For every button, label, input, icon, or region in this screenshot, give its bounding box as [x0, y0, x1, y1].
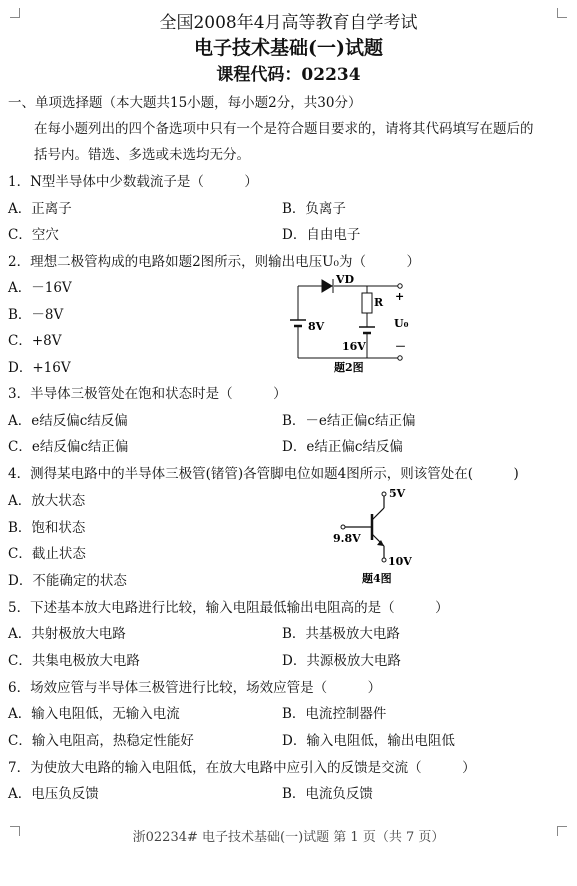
question-stem: 5．下述基本放大电路进行比较，输入电阻最低输出电阻高的是（ ）	[8, 600, 449, 616]
output-minus: －	[395, 340, 406, 353]
option-b: B．－e结正偏c结正偏	[282, 413, 416, 429]
option-a: A．放大状态	[8, 493, 86, 509]
option-c: C．截止状态	[8, 546, 86, 562]
option-d: D．自由电子	[282, 227, 361, 243]
option-a: A．e结反偏c结反偏	[8, 413, 128, 429]
option-b: B．共基极放大电路	[282, 626, 400, 642]
section-title: 一、单项选择题（本大题共15小题，每小题2分，共30分）	[8, 95, 362, 111]
battery-16v-label: 16V	[342, 340, 366, 353]
battery-8v-label: 8V	[308, 320, 325, 333]
option-d: D．不能确定的状态	[8, 573, 127, 589]
option-d: D．+16V	[8, 360, 71, 376]
figure-4-caption: 题4图	[362, 572, 392, 585]
option-a: A．电压负反馈	[8, 786, 99, 802]
option-c: C．e结反偏c结正偏	[8, 439, 129, 455]
diode-label: VD	[336, 273, 355, 286]
option-d: D．e结正偏c结反偏	[282, 439, 403, 455]
option-a: A．输入电阻低，无输入电流	[8, 706, 180, 722]
output-plus: +	[395, 290, 405, 303]
subject-title: 电子技术基础(一)试题	[194, 37, 383, 59]
option-b: B．电流控制器件	[282, 706, 387, 722]
course-code: 课程代码：02234	[216, 65, 361, 85]
option-a: A．－16V	[8, 280, 72, 296]
question-stem: 6．场效应管与半导体三极管进行比较，场效应管是（ ）	[8, 680, 382, 696]
instruction-line: 在每小题列出的四个备选项中只有一个是符合题目要求的，请将其代码填写在题后的	[34, 121, 534, 137]
emitter-voltage-label: 10V	[388, 555, 412, 568]
question-stem: 7．为使放大电路的输入电阻低，在放大电路中应引入的反馈是交流（ ）	[8, 760, 476, 776]
option-d: D．共源极放大电路	[282, 653, 401, 669]
base-voltage-label: 9.8V	[333, 532, 361, 545]
option-d: D．输入电阻低，输出电阻低	[282, 733, 455, 749]
question-stem: 2．理想二极管构成的电路如题2图所示，则输出电压U₀为（ ）	[8, 254, 420, 270]
output-voltage-label: U₀	[394, 317, 409, 330]
option-b: B．饱和状态	[8, 520, 86, 536]
option-c: C．共集电极放大电路	[8, 653, 140, 669]
option-b: B．电流负反馈	[282, 786, 373, 802]
figure-2-caption: 题2图	[334, 361, 364, 374]
resistor-label: R	[374, 296, 384, 309]
instruction-line: 括号内。错选、多选或未选均无分。	[34, 147, 250, 163]
option-c: C．空穴	[8, 227, 59, 243]
option-a: A．共射极放大电路	[8, 626, 126, 642]
exam-title: 全国2008年4月高等教育自学考试	[159, 13, 418, 33]
option-c: C．输入电阻高，热稳定性能好	[8, 733, 194, 749]
option-a: A．正离子	[8, 201, 72, 217]
page-footer: 浙02234# 电子技术基础(一)试题 第 1 页（共 7 页）	[132, 830, 445, 845]
option-b: B．负离子	[282, 201, 346, 217]
question-stem: 4．测得某电路中的半导体三极管(锗管)各管脚电位如题4图所示，则该管处在( )	[8, 466, 519, 482]
collector-voltage-label: 5V	[389, 487, 406, 500]
option-b: B．－8V	[8, 307, 64, 323]
option-c: C．+8V	[8, 333, 62, 349]
question-stem: 3．半导体三极管处在饱和状态时是（ ）	[8, 386, 287, 402]
question-stem: 1．N型半导体中少数载流子是（ ）	[8, 174, 258, 190]
